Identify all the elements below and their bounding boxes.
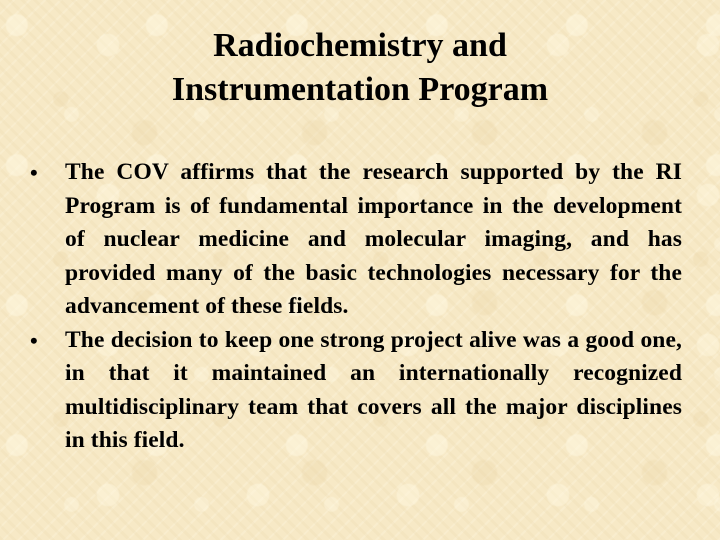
bullet-marker-icon: •: [30, 327, 38, 353]
bullet-text-2: The decision to keep one strong project alive was a good one, in that it maintained an internationally recognized multidisciplinary team that covers all the major disciplines in this field.: [65, 326, 682, 453]
slide-title: [60, 24, 660, 112]
slide-title-line-2: Instrumentation Program: [171, 71, 549, 108]
bullet-item-1: [28, 156, 682, 324]
slide-title-line-1: Radiochemistry and: [213, 27, 507, 64]
bullet-item-2: [28, 324, 682, 458]
bullet-list: [28, 156, 682, 458]
bullet-marker-icon: •: [30, 160, 38, 185]
bullet-text-1: The COV affirms that the research supported by the RI Program is of fundamental importance in the development of nuclear medicine and molecular imaging, and has provided many of the basic technologies necessary for the advancement of these fields.: [65, 159, 682, 319]
